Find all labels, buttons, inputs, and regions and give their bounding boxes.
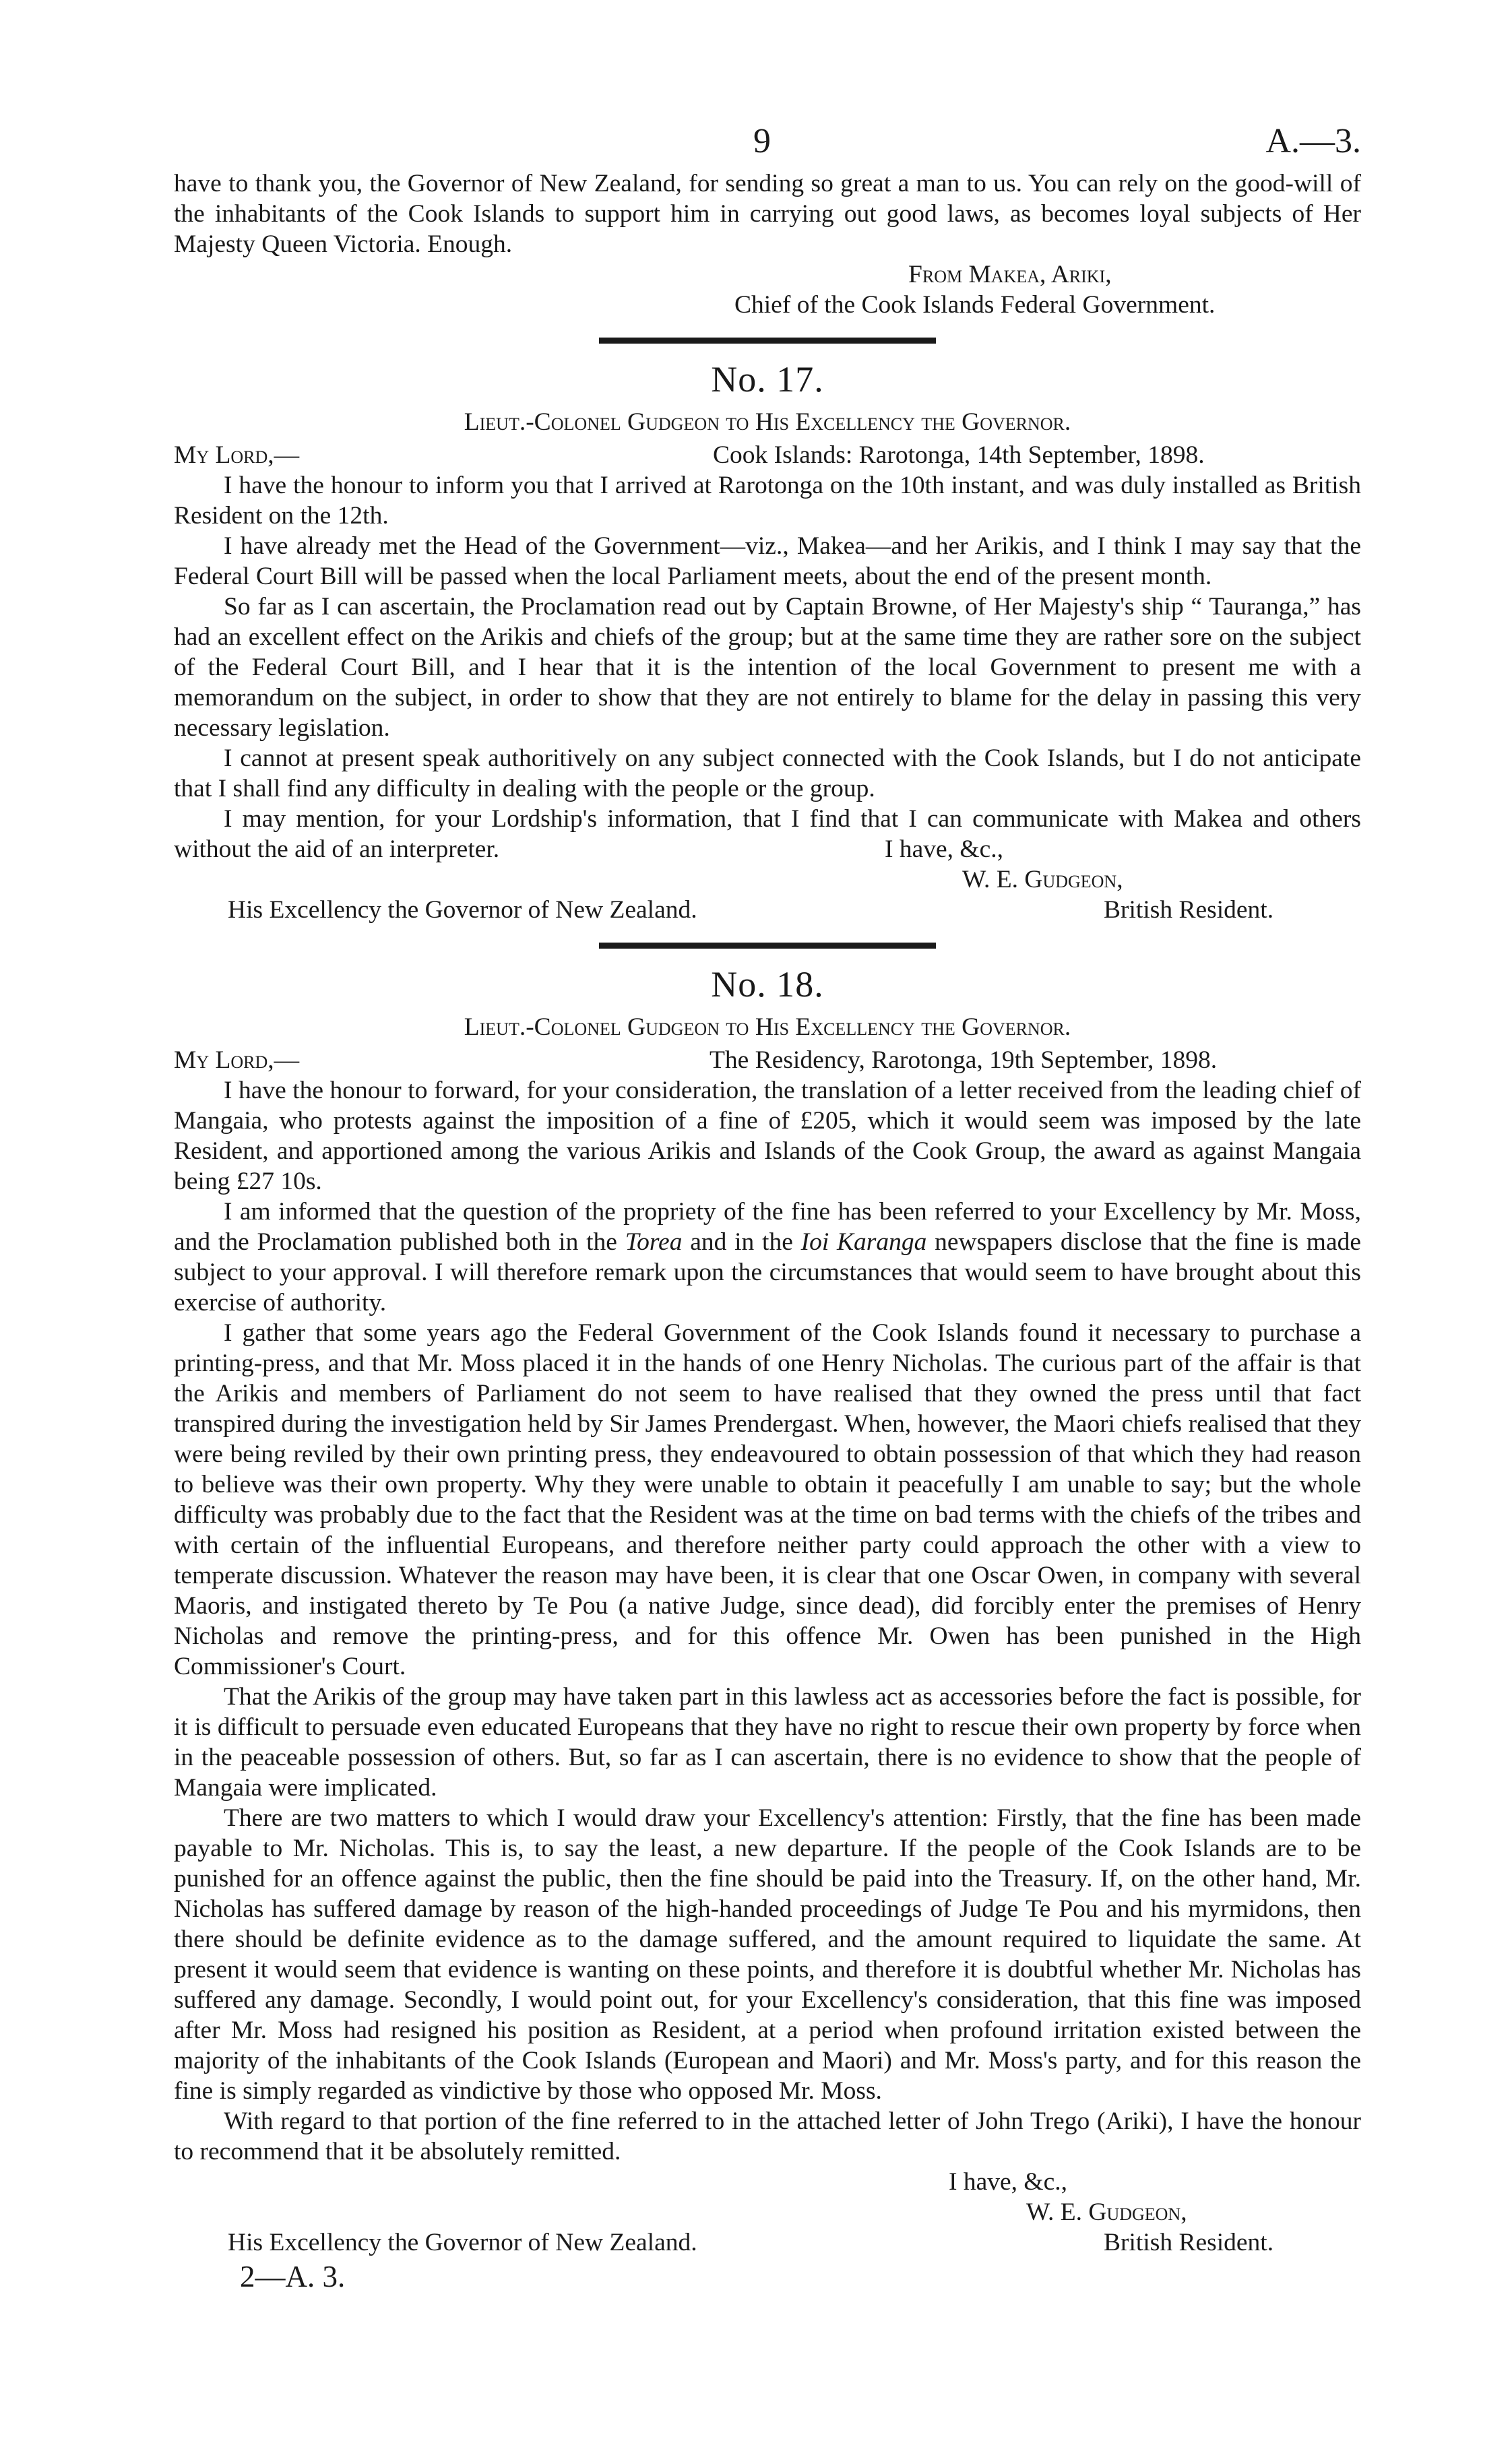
addressee: His Excellency the Governor of New Zealand. <box>228 896 697 924</box>
intro-from-line <box>174 259 1361 290</box>
paragraph: I have the honour to forward, for your consideration, the translation of a letter received from the leading chief of Mangaia, who protests against the imposition of a fine of £205, which it would seem was imposed by the late Resident, and apportioned among the various Arikis and Islands of the Cook Group, the award as against Mangaia being £27 10s. <box>174 1077 1361 1195</box>
page-header <box>174 121 1361 168</box>
text-run: I am informed that the question of the propriety of the fine has been referred to your Excellency by Mr. Moss, and the Proclamation published both in the <box>174 1198 1361 1256</box>
chief-title: Chief of the Cook Islands Federal Government. <box>734 291 1216 319</box>
paragraph: There are two matters to which I would draw your Excellency's attention: Firstly, that the fine has been made payable to Mr. Nicholas. This is, to say the least, a new departure. If the people of the Cook Islands are to be punished for an offence against the public, then the fine should be paid into the Treasury. If, on the other hand, Mr. Nicholas has suffered damage by reason of the high-handed proceedings of Judge Te Pou and his myrmidons, then there should be definite evidence as to the damage suffered, and the amount required to liquidate the same. At present it would seem that evidence is wanting on these points, and therefore it is doubtful whether Mr. Nicholas has suffered any damage. Secondly, I would point out, for your Excellency's consideration, that this fine was imposed after Mr. Moss had resigned his position as Resident, at a period when profound irritation existed between the majority of the inhabitants of the Cook Islands (European and Maori) and Mr. Moss's party, and for this reason the fine is simply regarded as vindictive by those who opposed Mr. Moss. <box>174 1804 1361 2105</box>
letter-title-18: Lieut.-Colonel Gudgeon to His Excellency the Governor. <box>464 1013 1071 1041</box>
salutation: My Lord,— <box>174 441 300 469</box>
letter-heading-17 <box>174 440 1361 470</box>
intro-paragraph: have to thank you, the Governor of New Zealand, for sending so great a man to us. You can rely on the good-will of the inhabitants of the Cook Islands to support him in carrying out good laws, as becomes loyal subjects of Her Majesty Queen Victoria. Enough. <box>174 170 1361 258</box>
newspaper-title: Ioi Karanga <box>800 1228 927 1256</box>
signer-position: British Resident. <box>1104 896 1274 924</box>
location-date: Cook Islands: Rarotonga, 14th September, 1898. <box>713 441 1205 469</box>
intro-from-title <box>174 290 1361 320</box>
paragraph: I have already met the Head of the Government—viz., Makea—and her Arikis, and I think I may say that the Federal Court Bill will be passed when the local Parliament meets, about the end of the present month. <box>174 532 1361 590</box>
addressee-line-18 <box>174 2227 1361 2258</box>
letter-number-17: No. 17. <box>711 359 824 400</box>
closing: I have, &c., <box>885 835 1003 863</box>
document-page <box>174 121 1361 2294</box>
signer-position: British Resident. <box>1104 2229 1274 2256</box>
text-run: newspapers disclose that the fine is made subject to your approval. I will therefore remark upon the circumstances that would seem to have brought about this exercise of authority. <box>174 1228 1361 1316</box>
paragraph: I have the honour to inform you that I arrived at Rarotonga on the 10th instant, and was duly installed as British Resident on the 12th. <box>174 472 1361 530</box>
letter-heading-18 <box>174 1045 1361 1075</box>
page-number: 9 <box>753 122 771 160</box>
text-run: and in the <box>682 1228 801 1256</box>
paragraph: I gather that some years ago the Federal Government of the Cook Islands found it necessary to purchase a printing-press, and that Mr. Moss placed it in the hands of one Henry Nicholas. The curious part of the affair is that the Arikis and members of Parliament do not seem to have realised that they owned the press until that fact transpired during the investigation held by Sir James Prendergast. When, however, the Maori chiefs realised that they were being reviled by their own printing press, they endeavoured to obtain possession of that which they had reason to believe was their own property. Why they were unable to obtain it peacefully I am unable to say; but the whole difficulty was probably due to the fact that the Resident was at the time on bad terms with the chiefs of the tribes and with certain of the influential Europeans, and therefore neither party could approach the other with a view to temperate discussion. Whatever the reason may have been, it is clear that one Oscar Owen, in company with several Maoris, and instigated thereto by Te Pou (a native Judge, since dead), did forcibly enter the premises of Henry Nicholas and remove the printing-press, and for this offence Mr. Owen has been punished in the High Commissioner's Court. <box>174 1319 1361 1680</box>
addressee-line-17 <box>174 895 1361 925</box>
section-divider <box>599 338 936 344</box>
paragraph: I may mention, for your Lordship's information, that I find that I can communicate with Makea and others without the aid of an interpreter. <box>174 805 1361 863</box>
letter-number-18: No. 18. <box>711 964 824 1005</box>
closing: I have, &c., <box>949 2168 1067 2196</box>
closing-line-18 <box>174 2167 1361 2197</box>
addressee: His Excellency the Governor of New Zealand. <box>228 2229 697 2256</box>
signature-line-17 <box>174 864 1361 895</box>
paragraph: That the Arikis of the group may have taken part in this lawless act as accessories before the fact is possible, for it is difficult to persuade even educated Europeans that they have no right to rescue their own property by force when in the peaceable possession of others. But, so far as I can ascertain, there is no evidence to show that the people of Mangaia were implicated. <box>174 1683 1361 1802</box>
salutation: My Lord,— <box>174 1046 300 1074</box>
paragraph-newspapers <box>174 1197 1361 1318</box>
signature-line-18 <box>174 2197 1361 2227</box>
closing-paragraph-17 <box>174 804 1361 864</box>
paragraph: So far as I can ascertain, the Proclamation read out by Captain Browne, of Her Majesty's ship “ Tauranga,” has had an excellent effect on the Arikis and chiefs of the group; but at the same time they are rather sore on the subject of the Federal Court Bill, and I hear that it is the intention of the local Government to present me with a memorandum on the subject, in order to show that they are not entirely to blame for the delay in passing this very necessary legislation. <box>174 593 1361 742</box>
signature: W. E. Gudgeon, <box>1026 2198 1187 2226</box>
section-divider <box>599 943 936 949</box>
from-makea: From Makea, Ariki, <box>908 261 1112 288</box>
signature: W. E. Gudgeon, <box>962 866 1123 893</box>
signature-mark: 2—A. 3. <box>240 2260 346 2293</box>
newspaper-title: Torea <box>625 1228 683 1256</box>
letter-title-17: Lieut.-Colonel Gudgeon to His Excellency the Governor. <box>464 408 1071 436</box>
location-date: The Residency, Rarotonga, 19th September, 1898. <box>710 1046 1218 1074</box>
document-reference: A.—3. <box>1265 122 1361 160</box>
paragraph: With regard to that portion of the fine referred to in the attached letter of John Trego (Ariki), I have the honour to recommend that it be absolutely remitted. <box>174 2107 1361 2165</box>
paragraph: I cannot at present speak authoritively on any subject connected with the Cook Islands, but I do not anticipate that I shall find any difficulty in dealing with the people or the group. <box>174 744 1361 802</box>
